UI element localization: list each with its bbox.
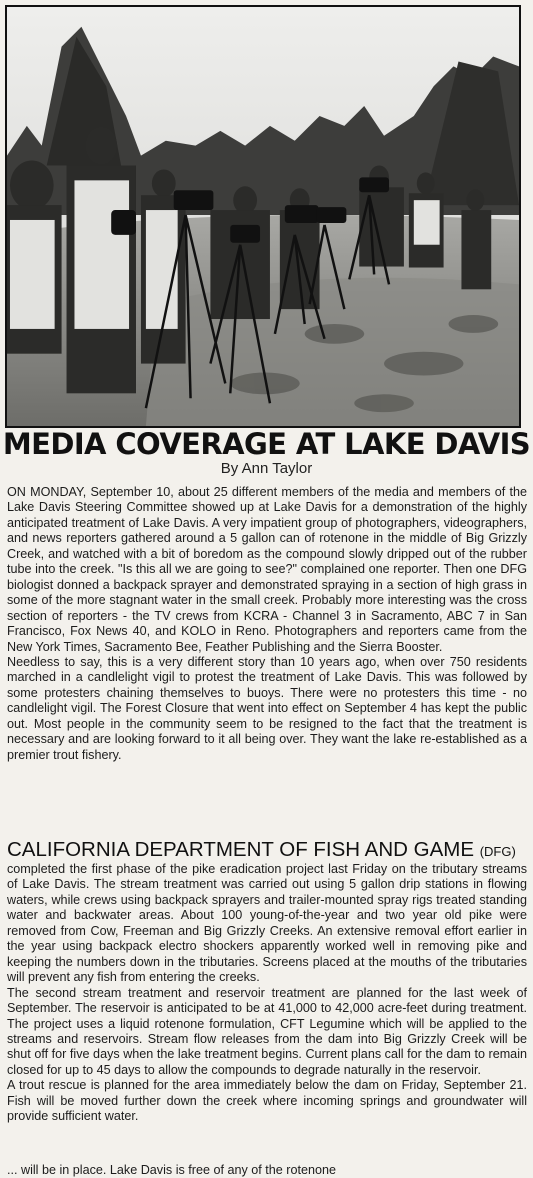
news-photo (5, 5, 521, 428)
article-body (7, 485, 527, 763)
cut-off-line: ... will be in place. Lake Davis is free of any of the rotenone (7, 1163, 337, 1177)
section-headline (7, 838, 532, 864)
article-paragraph: completed the first phase of the pike eradication project last Friday on the tributary streams of Lake Davis. The stream treatment was carried out using 5 gallon drip stations in flowing waters, while crews using backpack sprayers and trailer-mounted spray rigs treated standing water and backwater areas. About 100 young-of-the-year and two year old pike were removed from Cow, Freeman and Big Grizzly Creeks. An extensive removal effort earlier in the year using backpack electro shockers apparently worked well in removing pike and keeping the numbers down in the tributaries. Screens placed at the mouths of the tributaries will prevent any fish from entering the creeks. (7, 862, 527, 985)
byline: By Ann Taylor (220, 460, 313, 477)
press-photo-icon (7, 7, 519, 426)
article-paragraph: The second stream treatment and reservoir treatment are planned for the last week of September. The reservoir is anticipated to be at 41,000 to 42,000 acre-feet during treatment. The project uses a liquid rotenone formulation, CFT Legumine which will be applied to the streams and reservoirs. Stream flow releases from the dam into Big Grizzly Creek will be shut off for five days when the lake treatment begins. Current plans call for the dam to remain closed for up to 45 days to allow the compounds to degrade naturally in the reservoir. (7, 985, 527, 1077)
headline: MEDIA COVERAGE AT LAKE DAVIS (2, 427, 531, 461)
article-body-2 (7, 862, 527, 1125)
article-paragraph: Needless to say, this is a very different story than 10 years ago, when over 750 residents marched in a candlelight vigil to protest the treatment of Lake Davis. This was followed by some protesters chaining themselves to buoys. There were no protesters this time - no candlelight vigil. The Forest Closure that went into effect on September 4 has kept the public out. Most people in the community seem to be resigned to the fact that the treatment is necessary and are looking forward to it all being over. They want the lake re-established as a premier trout fishery. (7, 654, 527, 762)
article-paragraph: ON MONDAY, September 10, about 25 different members of the media and members of the Lake Davis Steering Committee showed up at Lake Davis for a demonstration of the highly anticipated treatment of Lake Davis. A very impatient group of photographers, videographers, and news reporters gathered around a 5 gallon can of rotenone in the middle of Big Grizzly Creek, and watched with a bit of boredom as the compound slowly dripped out of the rubber tube into the creek. "Is this all we are going to see?" complained one reporter. Then one DFG biologist donned a backpack sprayer and demonstrated spraying in a section of high grass in some of the more stagnant water in the small creek. Probably more interesting was the cross section of reporters - the TV crews from KCRA - Channel 3 in Sacramento, ABC 7 in San Francisco, Fox News 40, and KOLO in Reno. Photographers and reporters came from the New York Times, Sacramento Bee, Feather Publishing and the Sierra Booster. (7, 485, 527, 654)
section-headline-text: CALIFORNIA DEPARTMENT OF FISH AND GAME (7, 838, 475, 861)
section-headline-abbr: (DFG) (479, 844, 516, 859)
article-paragraph: A trout rescue is planned for the area immediately below the dam on Friday, September 21. Fish will be moved further down the creek where incoming springs and groundwater will provide sufficient water. (7, 1078, 527, 1124)
